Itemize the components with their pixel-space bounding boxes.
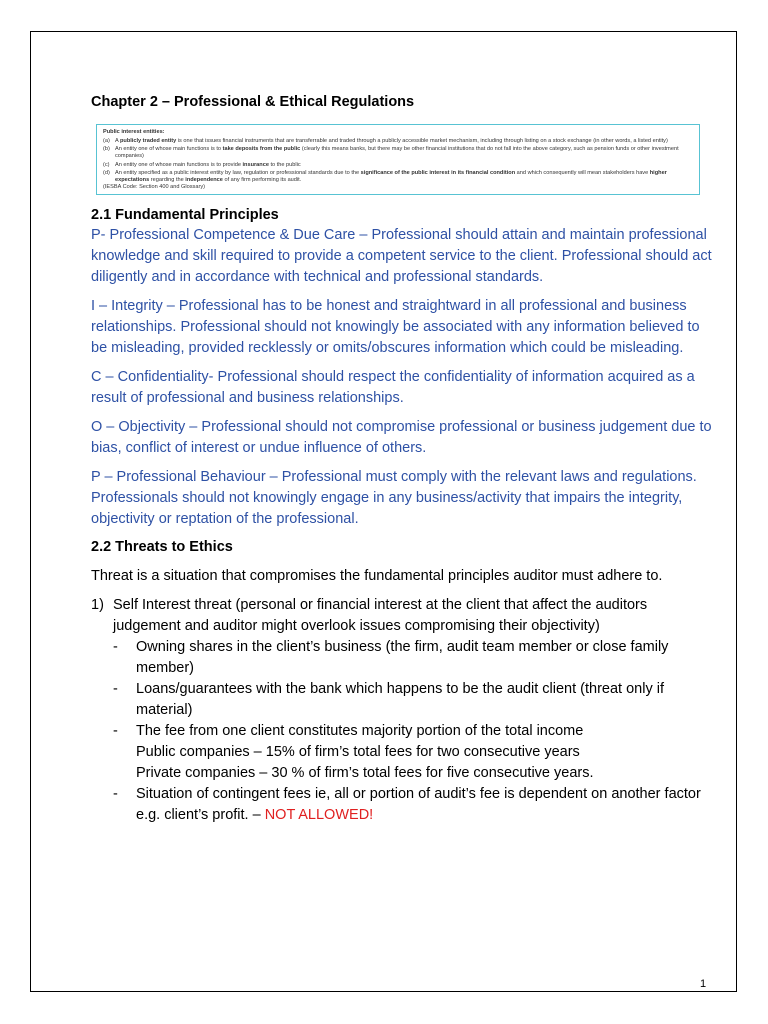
dash-bullet: - (113, 681, 118, 698)
threats-intro: Threat is a situation that compromises the fundamental principles auditor must adhere to. (91, 568, 663, 585)
bullet-text: Loans/guarantees with the bank which happens to be the audit client (threat only if material) (136, 681, 664, 719)
list-number: 1) (91, 597, 104, 614)
principle-competence: P- Professional Competence & Due Care – Professional should attain and maintain professional knowledge and skill required to provide a competent service to the client. Professional should act diligently and in accordance with technical and professional standards. (91, 227, 712, 286)
not-allowed-warning: NOT ALLOWED! (264, 807, 374, 824)
principle-integrity: I – Integrity – Professional has to be honest and straightward in all professional and business relationships. Professional should not knowingly be associated with any information believed to be misleading, provided recklessly or omits/obscures information which could be misleading. (91, 298, 700, 357)
chapter-title: Chapter 2 – Professional & Ethical Regulations (91, 94, 415, 110)
principle-confidentiality: C – Confidentiality- Professional should respect the confidentiality of information acquired as a result of professional and business relationships. (91, 369, 695, 407)
pie-item-part-bold: take deposits from the public (222, 146, 301, 153)
pie-item-part: of any firm performing its audit. (222, 176, 302, 183)
dash-bullet: - (113, 723, 118, 740)
bullet-line: Private companies – 30 % of firm’s total fees for five consecutive years. (136, 765, 594, 782)
pie-item-part: regarding the (149, 176, 186, 183)
threat-bullet-list (113, 637, 713, 826)
principle-objectivity: O – Objectivity – Professional should not compromise professional or business judgement due to bias, conflict of interest or undue influence of others. (91, 419, 712, 457)
numbered-list-item (91, 595, 713, 637)
pie-item (103, 162, 693, 169)
pie-item (103, 146, 693, 160)
bullet-text (136, 784, 713, 826)
bullet-line: Public companies – 15% of firm’s total fees for two consecutive years (136, 744, 580, 761)
pie-item-part: An entity one of whose main functions is to provide (115, 161, 243, 168)
principle-behaviour: P – Professional Behaviour – Professional must comply with the relevant laws and regulations. Professionals should not knowingly engage in any business/activity that impairs the integrity, objectivity or reptation of the professional. (91, 469, 697, 528)
pie-item-label: (d) (103, 170, 110, 177)
bullet-line: The fee from one client constitutes majority portion of the total income (136, 723, 584, 740)
pie-item-text (115, 138, 693, 145)
pie-item-part: to the public (268, 161, 301, 168)
self-interest-threat-text: Self Interest threat (personal or financial interest at the client that affect the auditors judgement and auditor might overlook issues compromising their objectivity) (113, 597, 648, 635)
pie-item-part-bold: independence (185, 176, 223, 183)
pie-item-label: (c) (103, 161, 110, 168)
bullet-text (136, 721, 594, 784)
pie-item-text (115, 162, 693, 169)
pie-item (103, 138, 693, 145)
pie-item-part: and which consequently will mean stakeholders have (515, 170, 650, 177)
list-item (113, 721, 713, 784)
list-item (113, 679, 713, 721)
pie-item-part: is one that issues financial instruments that are transferrable and traded through a publicly accessible market mechanism, including through listing on a stock exchange (in other words, a listed entity) (176, 137, 668, 144)
pie-box-title: Public interest entities: (103, 129, 165, 135)
document-page (30, 31, 737, 992)
dash-bullet: - (113, 639, 118, 656)
pie-item-text (115, 170, 693, 184)
list-item (113, 784, 713, 826)
pie-item-part-bold: higher expectations (115, 170, 667, 183)
pie-item-label: (b) (103, 146, 110, 153)
pie-item-part: An entity specified as a public interest entity by law, regulation or professional standards due to the (115, 170, 361, 177)
pie-item-text (115, 146, 693, 160)
pie-item-part: (clearly this means banks, but there may be other financial institutions that do not fall into the above category, such as pension funds or other investment companies) (115, 146, 679, 160)
pie-item-part: An entity one of whose main functions is to (115, 146, 223, 153)
pie-item-part-bold: significance of the public interest in its financial condition (360, 170, 516, 177)
pie-item-part-bold: publicly traded entity (119, 137, 177, 144)
pie-item (103, 170, 693, 184)
pie-item-part: A (115, 137, 120, 144)
bullet-line: Situation of contingent fees ie, all or portion of audit’s fee is dependent on another factor e.g. client’s profit. – (136, 786, 701, 824)
pie-item-label: (a) (103, 137, 110, 144)
section-heading-threats: 2.2 Threats to Ethics (91, 539, 233, 556)
page-content (91, 93, 713, 826)
public-interest-entities-box (96, 124, 700, 195)
bullet-text: Owning shares in the client’s business (the firm, audit team member or close family member) (136, 639, 669, 677)
page-number: 1 (700, 978, 707, 990)
pie-item-part-bold: insurance (242, 161, 269, 168)
section-heading-fundamental-principles: 2.1 Fundamental Principles (91, 207, 279, 224)
dash-bullet: - (113, 786, 118, 803)
pie-box-source: (IESBA Code: Section 400 and Glossary) (103, 184, 205, 191)
list-item (113, 637, 713, 679)
